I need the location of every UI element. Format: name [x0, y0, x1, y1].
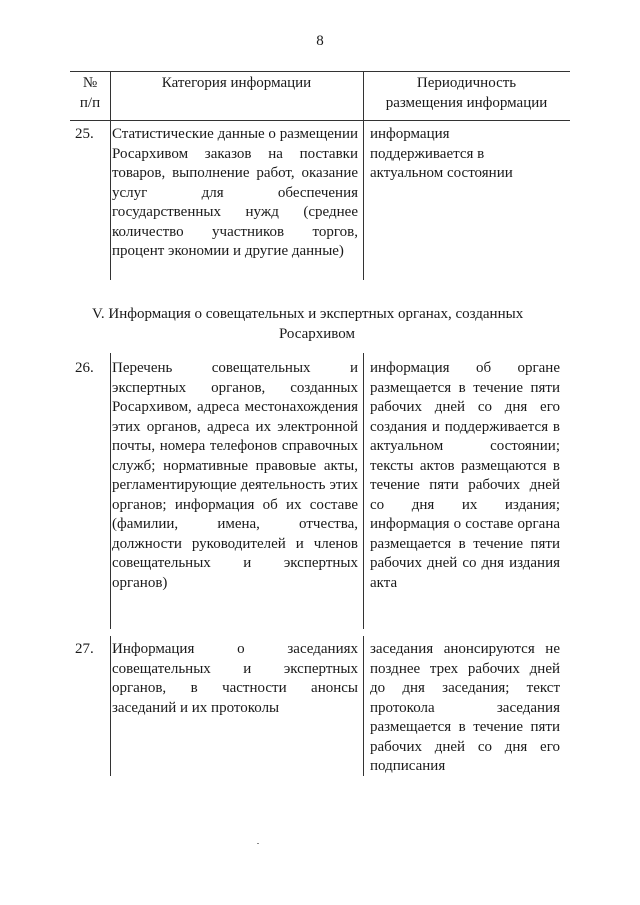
section-title — [70, 305, 570, 344]
row27-number: 27. — [75, 641, 94, 657]
scan-speck — [257, 843, 259, 844]
row25-periodicity: информация поддерживается в актуальном состоянии — [370, 126, 513, 181]
row25-divider-2 — [363, 120, 364, 280]
section-title-line2: Росархивом — [278, 325, 355, 342]
header-num-line1: № — [82, 75, 98, 91]
row25-category: Статистические данные о размещении Росархивом заказов на поставки товаров, выполнение работ, оказание услуг для обеспечения государственных нужд (среднее количество участников торгов, процент экономии и другие данные) — [112, 126, 358, 259]
row26-divider-1 — [110, 353, 111, 629]
table-header-bottom-rule — [70, 120, 570, 121]
header-periodicity-line1: Периодичность — [416, 75, 517, 91]
row26-category: Перечень совещательных и экспертных органов, созданных Росархивом, адреса местонахождения этих органов, адреса их электронной почты, номера телефонов справочных служб; нормативные правовые акты, регламентирующие деятельность этих органов; информация об их составе (фамилии, имена, отчества, должности руководителей и членов совещательных и экспертных органов) — [112, 360, 358, 591]
header-periodicity — [363, 74, 570, 113]
header-periodicity-line2: размещения информации — [385, 94, 548, 111]
header-category: Категория информации — [161, 75, 312, 91]
row26-periodicity: информация об органе размещается в течение пяти рабочих дней со дня его создания и поддерживается в актуальном состоянии; тексты актов размещаются в течение пяти рабочих дней со дня их издания; информация о составе органа размещается в течение пяти рабочих дней со дня издания акта — [370, 360, 560, 591]
table-top-rule — [70, 71, 570, 72]
row27-periodicity: заседания анонсируются не позднее трех рабочих дней до дня заседания; текст протокола заседания размещается в течение пяти рабочих дней со дня его подписания — [370, 641, 560, 774]
row25-number: 25. — [75, 126, 94, 142]
header-num-line2: п/п — [79, 94, 101, 111]
page-number: 8 — [316, 33, 324, 49]
row26-number: 26. — [75, 360, 94, 376]
row27-divider-2 — [363, 636, 364, 776]
row26-divider-2 — [363, 353, 364, 629]
row27-divider-1 — [110, 636, 111, 776]
row27-category: Информация о заседаниях совещательных и экспертных органов, в частности анонсы заседаний и их протоколы — [112, 641, 358, 716]
header-num — [70, 74, 110, 113]
row25-divider-1 — [110, 120, 111, 280]
section-title-line1: V. Информация о совещательных и экспертных органах, созданных — [92, 306, 524, 322]
